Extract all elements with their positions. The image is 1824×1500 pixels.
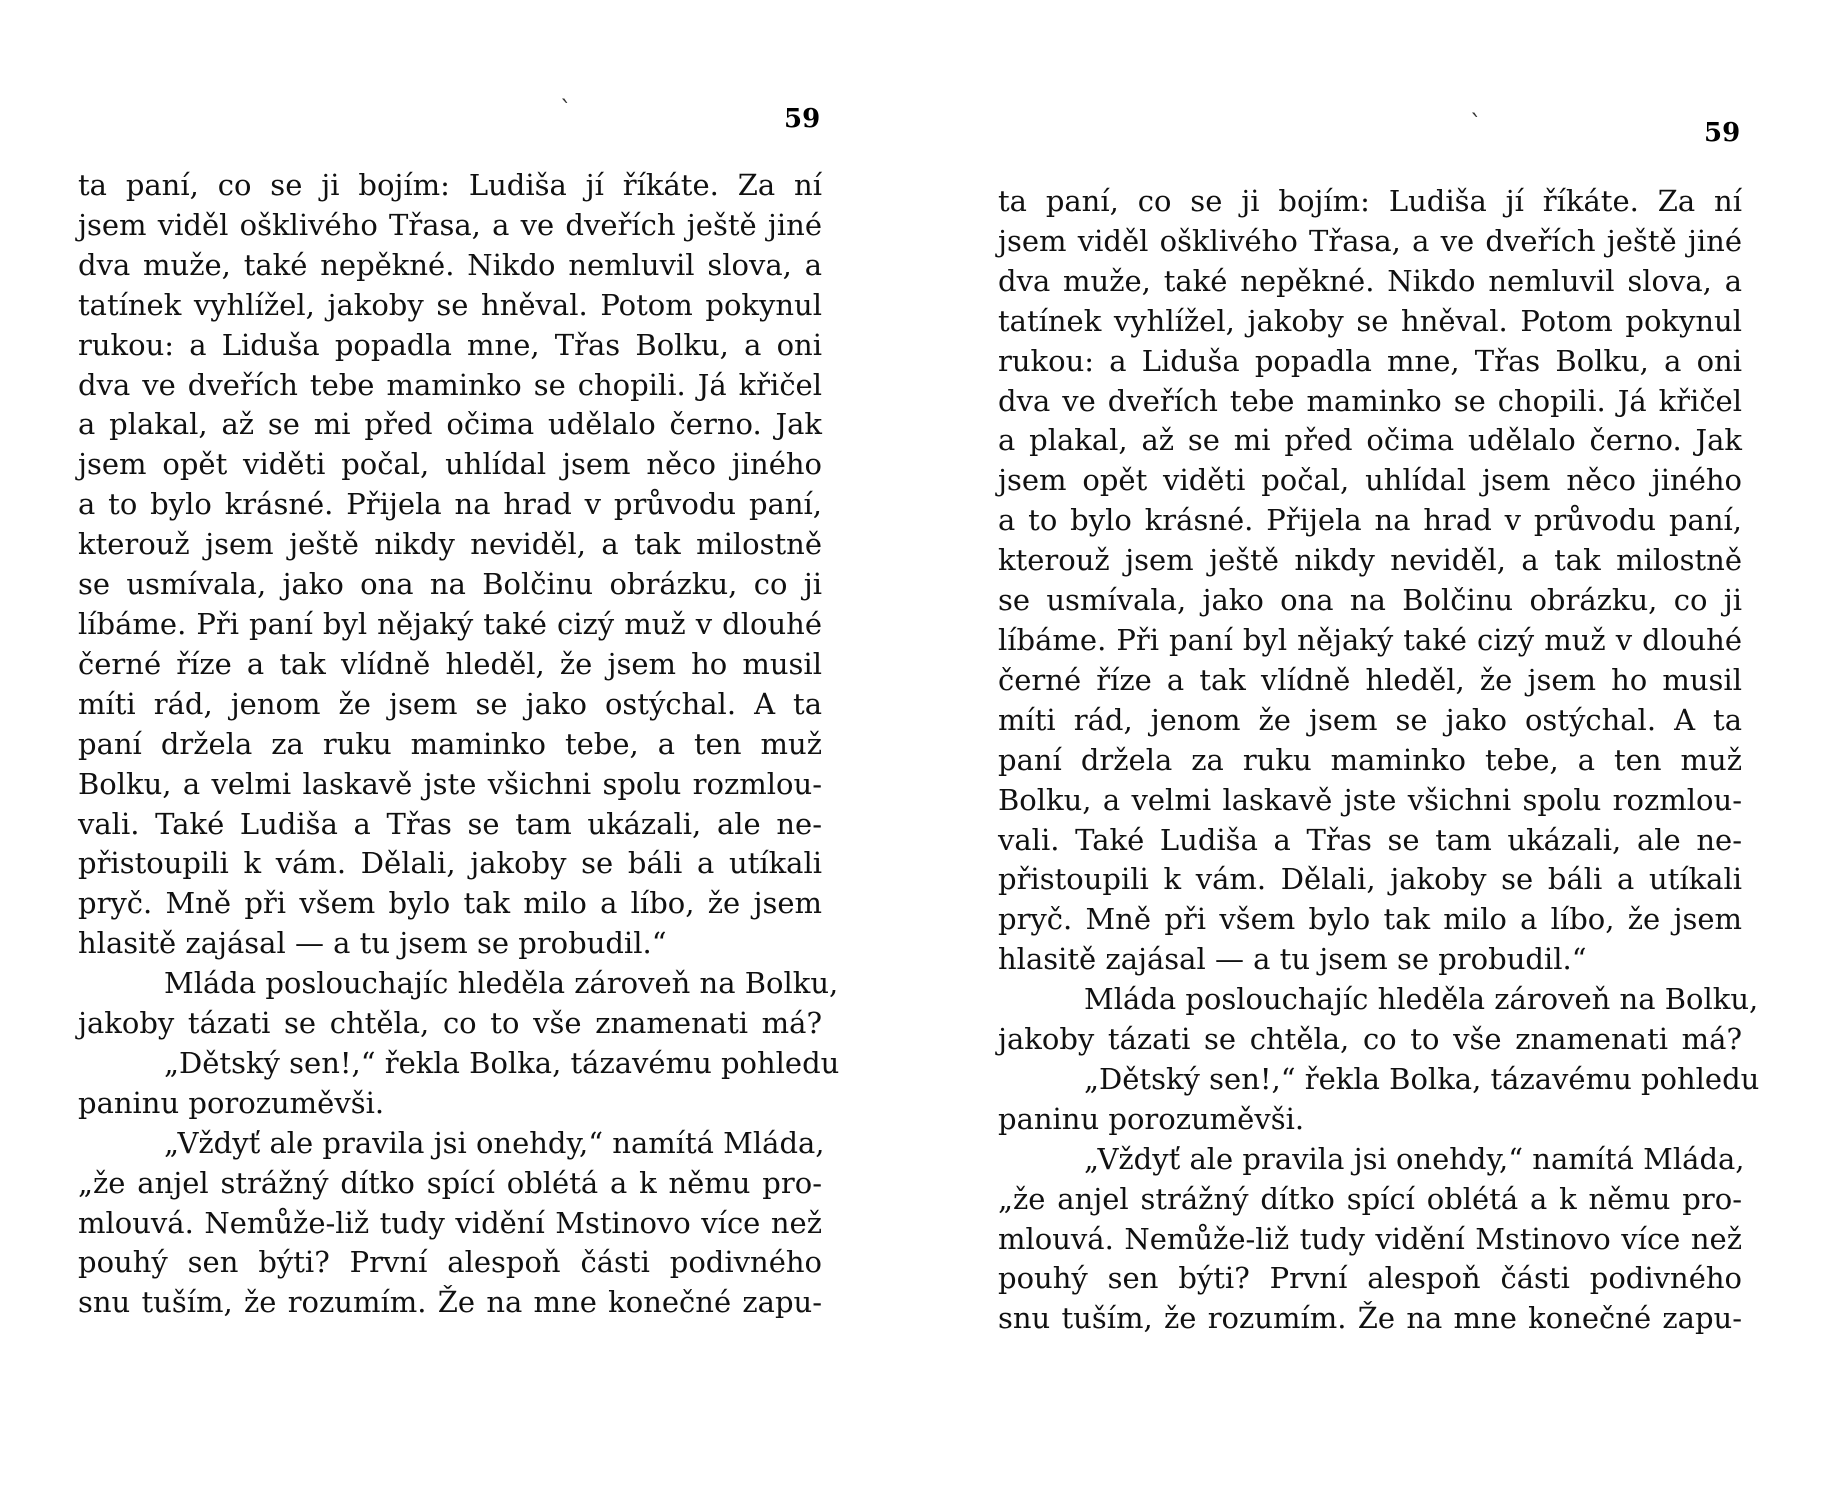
text-line: a to bylo krásné. Přijela na hrad v průvodu paní, <box>998 503 1742 538</box>
text-line: přistoupili k vám. Dělali, jakoby se báli a utíkali <box>78 846 822 881</box>
text-line: přistoupili k vám. Dělali, jakoby se báli a utíkali <box>998 862 1742 897</box>
text-line: paninu porozuměvši. <box>998 1101 1305 1136</box>
text-line: pryč. Mně při všem bylo tak milo a líbo, že jsem <box>998 902 1742 937</box>
text-line: paní držela za ruku maminko tebe, a ten muž <box>998 742 1742 777</box>
header-mark: ˋ <box>560 96 572 124</box>
left-page <box>60 0 840 1500</box>
text-line: paní držela za ruku maminko tebe, a ten muž <box>78 726 822 761</box>
text-line: „že anjel strážný dítko spící oblétá a k němu pro- <box>998 1181 1742 1216</box>
text-line: černé říze a tak vlídně hleděl, že jsem ho musil <box>78 646 822 681</box>
text-line: rukou: a Liduša popadla mne, Třas Bolku, a oni <box>998 343 1742 378</box>
text-line: černé říze a tak vlídně hleděl, že jsem ho musil <box>998 662 1742 697</box>
text-line: Bolku, a velmi laskavě jste všichni spolu rozmlou- <box>998 782 1742 817</box>
text-line: „Dětský sen!,“ řekla Bolka, tázavému pohledu <box>164 1045 840 1080</box>
text-line: se usmívala, jako ona na Bolčinu obrázku, co ji <box>78 567 822 602</box>
text-line: hlasitě zajásal — a tu jsem se probudil.“ <box>998 942 1587 977</box>
text-line: vali. Také Ludiša a Třas se tam ukázali, ale ne- <box>78 806 822 841</box>
page-number: 59 <box>1704 118 1741 148</box>
text-line: snu tuším, že rozumím. Že na mne konečné zapu- <box>78 1285 822 1320</box>
text-line: a to bylo krásné. Přijela na hrad v průvodu paní, <box>78 487 822 522</box>
text-line: se usmívala, jako ona na Bolčinu obrázku, co ji <box>998 583 1742 618</box>
text-line: paninu porozuměvši. <box>78 1085 385 1120</box>
body-text <box>998 182 1760 1339</box>
text-line: ta paní, co se ji bojím: Ludiša jí říkáte. Za ní <box>78 168 822 202</box>
text-line: „Dětský sen!,“ řekla Bolka, tázavému pohledu <box>1084 1061 1760 1096</box>
text-line: jakoby tázati se chtěla, co to vše znamenati má? <box>998 1022 1742 1057</box>
text-line: snu tuším, že rozumím. Že na mne konečné zapu- <box>998 1301 1742 1336</box>
text-line: ta paní, co se ji bojím: Ludiša jí říkáte. Za ní <box>998 184 1742 218</box>
page-number: 59 <box>784 104 821 134</box>
header-mark: ˋ <box>1470 110 1482 138</box>
text-line: jsem opět viděti počal, uhlídal jsem něco jiného <box>78 447 822 482</box>
text-line: a plakal, až se mi před očima udělalo černo. Jak <box>78 407 822 442</box>
text-line: mlouvá. Nemůže-liž tudy vidění Mstinovo více než <box>998 1221 1742 1256</box>
text-line: „Vždyť ale pravila jsi onehdy,“ namítá Mláda, <box>1084 1141 1745 1176</box>
text-line: míti rád, jenom že jsem se jako ostýchal. A ta <box>998 702 1742 737</box>
text-line: jakoby tázati se chtěla, co to vše znamenati má? <box>78 1006 822 1041</box>
text-line: Mláda poslouchajíc hleděla zároveň na Bolku, <box>1084 982 1759 1017</box>
text-line: tatínek vyhlížel, jakoby se hněval. Potom pokynul <box>78 287 822 322</box>
text-line: míti rád, jenom že jsem se jako ostýchal. A ta <box>78 686 822 721</box>
text-line: kterouž jsem ještě nikdy neviděl, a tak milostně <box>998 543 1742 578</box>
text-line: Mláda poslouchajíc hleděla zároveň na Bolku, <box>164 966 839 1001</box>
text-line: líbáme. Při paní byl nějaký také cizý muž v dlouhé <box>998 622 1742 657</box>
text-line: jsem viděl ošklivého Třasa, a ve dveřích ještě jiné <box>998 223 1742 258</box>
text-line: líbáme. Při paní byl nějaký také cizý muž v dlouhé <box>78 606 822 641</box>
text-line: rukou: a Liduša popadla mne, Třas Bolku, a oni <box>78 327 822 362</box>
text-line: kterouž jsem ještě nikdy neviděl, a tak milostně <box>78 527 822 562</box>
text-line: pryč. Mně při všem bylo tak milo a líbo, že jsem <box>78 886 822 921</box>
text-line: „Vždyť ale pravila jsi onehdy,“ namítá Mláda, <box>164 1125 825 1160</box>
text-line: tatínek vyhlížel, jakoby se hněval. Potom pokynul <box>998 303 1742 338</box>
text-line: a plakal, až se mi před očima udělalo černo. Jak <box>998 423 1742 458</box>
text-line: hlasitě zajásal — a tu jsem se probudil.“ <box>78 926 667 961</box>
text-line: „že anjel strážný dítko spící oblétá a k němu pro- <box>78 1165 822 1200</box>
text-line: jsem viděl ošklivého Třasa, a ve dveřích ještě jiné <box>78 207 822 242</box>
text-line: dva muže, také nepěkné. Nikdo nemluvil slova, a <box>78 247 822 282</box>
text-line: pouhý sen býti? První alespoň části podivného <box>78 1245 822 1280</box>
text-line: mlouvá. Nemůže-liž tudy vidění Mstinovo více než <box>78 1205 822 1240</box>
text-line: dva ve dveřích tebe maminko se chopili. Já křičel <box>78 367 822 402</box>
text-line: Bolku, a velmi laskavě jste všichni spolu rozmlou- <box>78 766 822 801</box>
text-line: pouhý sen býti? První alespoň části podivného <box>998 1261 1742 1296</box>
right-page <box>980 0 1760 1500</box>
text-line: dva ve dveřích tebe maminko se chopili. Já křičel <box>998 383 1742 418</box>
text-line: dva muže, také nepěkné. Nikdo nemluvil slova, a <box>998 263 1742 298</box>
text-line: jsem opět viděti počal, uhlídal jsem něco jiného <box>998 463 1742 498</box>
text-line: vali. Také Ludiša a Třas se tam ukázali, ale ne- <box>998 822 1742 857</box>
body-text <box>78 166 840 1323</box>
